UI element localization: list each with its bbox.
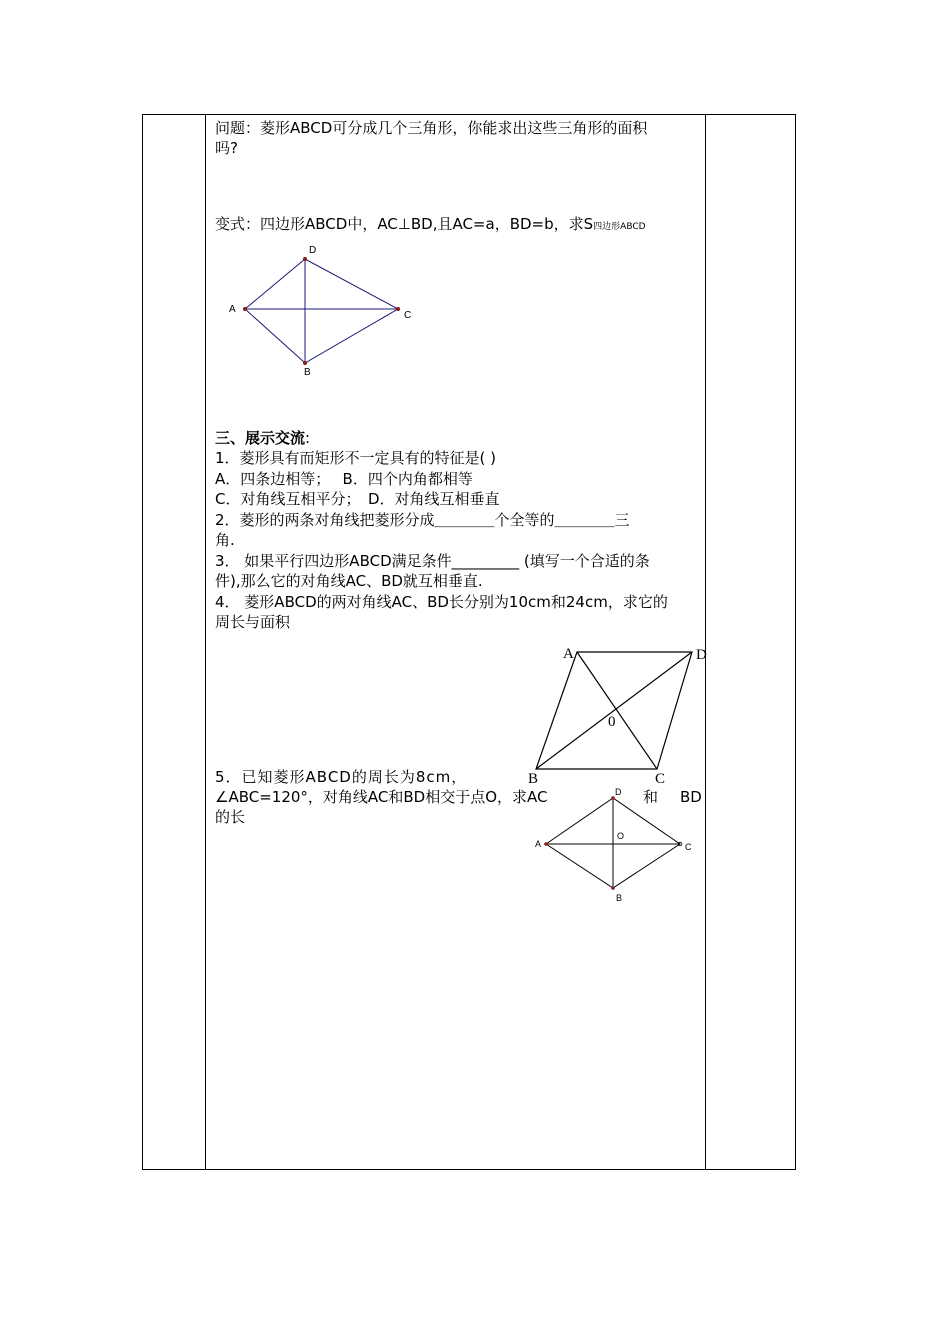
fig2-label-d: D [696, 647, 707, 663]
fig1-label-c: C [404, 310, 412, 321]
section-3-heading-text: 三、展示交流 [215, 429, 306, 447]
fig1-label-a: A [229, 304, 236, 315]
fig2-label-a: A [563, 646, 574, 662]
q3-line-2: 件),那么它的对角线AC、BD就互相垂直. [215, 572, 483, 590]
q3-line-1: 3． 如果平行四边形ABCD满足条件_________ (填写一个合适的条 [215, 552, 650, 570]
fig3-label-b: B [616, 893, 623, 903]
q1-options-ab: A．四条边相等； B．四个内角都相等 [215, 470, 473, 488]
q5-line-1: 5．已知菱形ABCD的周长为8cm， [215, 768, 468, 786]
fig2-label-c: C [655, 771, 666, 787]
section-3-heading [215, 428, 310, 448]
section-3-heading-colon: : [305, 429, 311, 447]
q2-line-1: 2．菱形的两条对角线把菱形分成＿＿＿＿个全等的＿＿＿＿三 [215, 511, 630, 529]
q5-line-2: ∠ABC=120°，对角线AC和BD相交于点O，求AC [215, 788, 548, 806]
q2-line-2: 角. [215, 531, 235, 549]
column-divider-left [205, 114, 206, 1170]
variant-subscript: 四边形ABCD [593, 222, 646, 232]
q5-bd: BD [680, 788, 702, 806]
question-line-1: 问题：菱形ABCD可分成几个三角形，你能求出这些三角形的面积 [215, 119, 648, 137]
fig3-label-a: A [535, 839, 542, 849]
q5-line-3: 的长 [215, 808, 246, 826]
fig3-label-d: D [615, 787, 622, 797]
q4-line-1: 4． 菱形ABCD的两对角线AC、BD长分别为10cm和24cm，求它的 [215, 593, 668, 611]
fig2-label-b: B [528, 771, 539, 787]
rhombus-figure-q4 [520, 640, 715, 790]
variant-text: 变式：四边形ABCD中，AC⊥BD,且AC=a，BD=b，求S [215, 215, 594, 233]
variant-question [215, 214, 646, 237]
fig1-label-b: B [304, 367, 311, 378]
fig3-label-o: O [617, 831, 625, 841]
fig2-label-o: 0 [608, 714, 616, 730]
q5-and: 和 [643, 788, 659, 806]
q1-options-cd: C．对角线互相平分； D．对角线互相垂直 [215, 490, 500, 508]
question-line-2: 吗? [215, 139, 238, 157]
fig3-label-c: C [685, 842, 692, 852]
q1-stem: 1．菱形具有而矩形不一定具有的特征是( ) [215, 449, 497, 467]
quadrilateral-figure [225, 242, 425, 382]
q4-line-2: 周长与面积 [215, 613, 291, 631]
rhombus-figure-q5 [530, 786, 700, 906]
fig1-label-d: D [309, 245, 317, 256]
